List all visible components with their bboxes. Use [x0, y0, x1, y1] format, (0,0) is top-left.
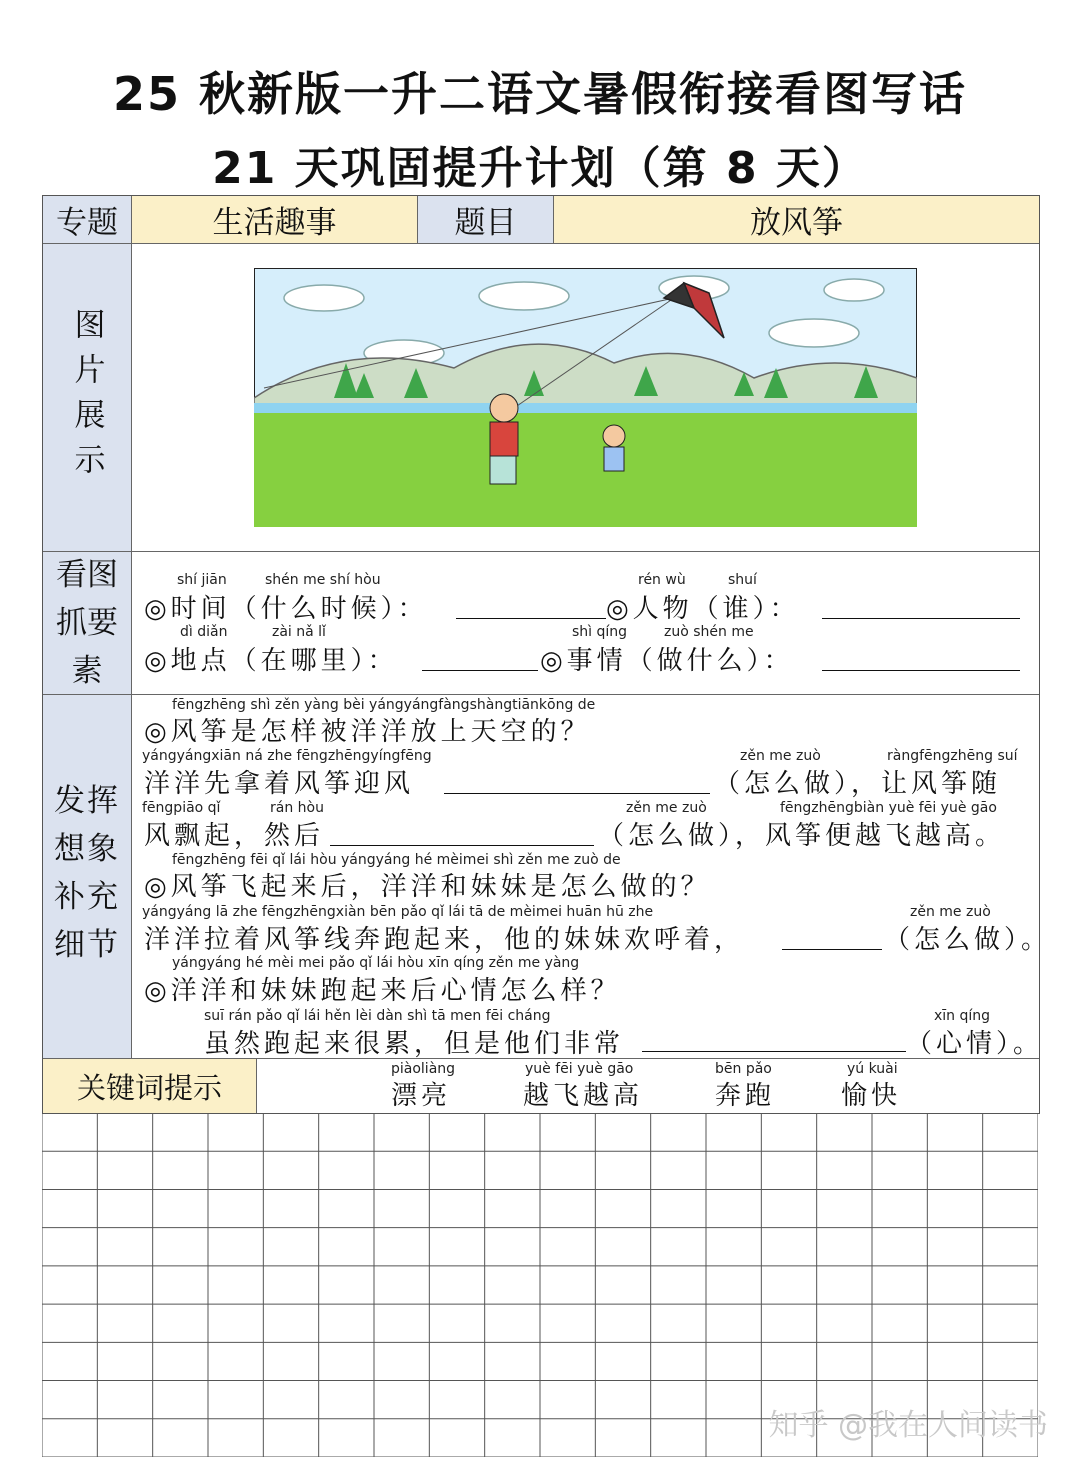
time-pinyin: shí jiān — [177, 572, 227, 588]
q3-pinyin: yángyáng hé mèi mei pǎo qǐ lái hòu xīn qíng zěn me yàng — [172, 955, 580, 971]
keyword-2-pinyin: yuè fēi yuè gāo — [525, 1061, 634, 1077]
imagine-label — [43, 695, 132, 1059]
keyword-3-pinyin: bēn pǎo — [715, 1061, 772, 1077]
line3-end: （怎么做），风筝便越飞越高。 — [598, 821, 1006, 851]
line7-end: （心情）。 — [906, 1029, 1044, 1059]
person-prompt: ◎人物（谁）： — [606, 594, 800, 624]
line7-hint-pinyin: xīn qíng — [934, 1008, 991, 1024]
elements-label — [43, 552, 132, 695]
q1-pinyin: fēngzhēng shì zěn yàng bèi yángyángfàngshàngtiānkōng de — [172, 697, 596, 713]
q1-question: ◎风筝是怎样被洋洋放上天空的？ — [144, 717, 591, 747]
topic-value: 生活趣事 — [132, 196, 418, 244]
place-question-pinyin: zài nǎ lǐ — [272, 624, 326, 640]
person-question-pinyin: shuí — [728, 572, 757, 588]
elements-label-line2: 抓要 — [56, 605, 118, 641]
line3-end-pinyin: fēngzhēngbiàn yuè fēi yuè gāo — [780, 800, 997, 816]
subject-value: 放风筝 — [554, 196, 1039, 244]
picture-label-text: 图片展示 — [68, 307, 105, 488]
q2-question: ◎风筝飞起来后，洋洋和妹妹是怎么做的？ — [144, 872, 711, 902]
keyword-2: 越飞越高 — [523, 1081, 644, 1111]
q3-question: ◎洋洋和妹妹跑起来后心情怎么样？ — [144, 976, 621, 1006]
line7-answer[interactable] — [642, 1051, 906, 1052]
keyword-4: 愉快 — [841, 1081, 902, 1111]
line5-end: （怎么做）。 — [884, 925, 1052, 955]
person-pinyin: rén wù — [638, 572, 686, 588]
elements-label-line3: 素 — [71, 653, 103, 689]
line3-start: 风飘起，然后 — [144, 821, 325, 851]
time-answer-line[interactable] — [456, 618, 606, 619]
line3-pinyin: fēngpiāo qǐ — [142, 800, 221, 816]
keyword-1-pinyin: piàoliàng — [391, 1061, 456, 1077]
watermark: 知乎 @我在人间读书 — [768, 1408, 1048, 1443]
event-prompt: ◎事情（做什么）： — [540, 646, 794, 676]
line5-hint-pinyin: zěn me zuò — [910, 904, 991, 920]
kite-scene-illustration — [254, 268, 917, 527]
event-question-pinyin: zuò shén me — [664, 624, 754, 640]
line3-answer[interactable] — [330, 845, 594, 846]
keyword-1: 漂亮 — [391, 1081, 452, 1111]
place-pinyin: dì diǎn — [180, 624, 228, 640]
time-prompt: ◎时间（什么时候）： — [144, 594, 428, 624]
keywords-label: 关键词提示 — [43, 1059, 257, 1113]
line2-end: （怎么做），让风筝随 — [714, 769, 1002, 799]
line3-then-pinyin: rán hòu — [270, 800, 324, 816]
line2-hint-pinyin: zěn me zuò — [740, 748, 821, 764]
line7-start: 虽然跑起来很累，但是他们非常 — [204, 1029, 625, 1059]
line2-start: 洋洋先拿着风筝迎风 — [144, 769, 415, 799]
event-answer-line[interactable] — [822, 670, 1020, 671]
place-prompt: ◎地点（在哪里）： — [144, 646, 398, 676]
line5-pinyin: yángyáng lā zhe fēngzhēngxiàn bēn pǎo qǐ lái tā de mèimei huān hū zhe — [142, 904, 654, 920]
time-question-pinyin: shén me shí hòu — [265, 572, 381, 588]
line2-answer[interactable] — [444, 793, 710, 794]
keywords-cell — [257, 1059, 1039, 1113]
topic-label: 专题 — [43, 196, 132, 244]
worksheet-table — [42, 195, 1052, 1114]
imagine-cell — [132, 695, 1052, 1059]
place-answer-line[interactable] — [422, 670, 538, 671]
picture-label — [43, 244, 132, 552]
line5-answer[interactable] — [782, 949, 882, 950]
page-title: 25 秋新版一升二语文暑假衔接看图写话 — [112, 67, 968, 121]
line5-start: 洋洋拉着风筝线奔跑起来，他的妹妹欢呼着， — [144, 925, 745, 955]
line2-end-pinyin: ràngfēngzhēng suí — [887, 748, 1018, 764]
subject-label: 题目 — [418, 196, 554, 244]
imagine-label-text: 发挥想象补充细节 — [54, 782, 120, 963]
event-pinyin: shì qíng — [572, 624, 628, 640]
keyword-4-pinyin: yú kuài — [847, 1061, 898, 1077]
keyword-3: 奔跑 — [715, 1081, 776, 1111]
elements-cell — [132, 552, 1039, 695]
line2-pinyin: yángyángxiān ná zhe fēngzhēngyíngfēng — [142, 748, 432, 764]
line7-pinyin: suī rán pǎo qǐ lái hěn lèi dàn shì tā men fēi cháng — [204, 1008, 551, 1024]
elements-label-line1: 看图 — [56, 557, 118, 593]
page-subtitle: 21 天巩固提升计划（第 8 天） — [212, 143, 868, 194]
q2-pinyin: fēngzhēng fēi qǐ lái hòu yángyáng hé mèimei shì zěn me zuò de — [172, 852, 621, 868]
picture-cell — [132, 244, 1039, 552]
line3-hint-pinyin: zěn me zuò — [626, 800, 707, 816]
person-answer-line[interactable] — [822, 618, 1020, 619]
